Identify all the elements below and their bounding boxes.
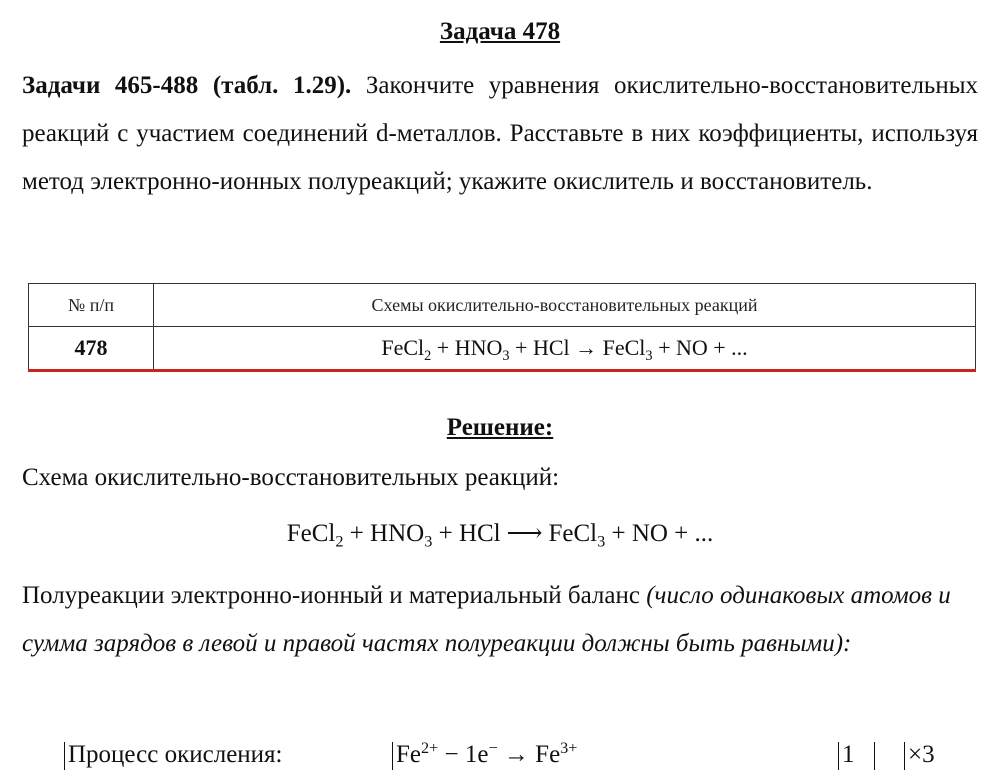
half-reaction-charge: 2+ — [421, 739, 439, 758]
scheme-label: Схема окислительно-восстановительных реакций: — [22, 464, 560, 491]
bracket-line — [838, 742, 839, 770]
problem-title: Задача 478 — [439, 18, 561, 45]
equation-part: + HCl — [432, 520, 501, 547]
half-reaction — [396, 740, 577, 770]
row-number: 478 — [29, 327, 154, 371]
equation-part: FeCl — [286, 520, 336, 547]
reaction-part: + HNO — [431, 335, 503, 360]
task-text: Закончите уравнения окислительно-восстановительных реакций с участием соединений d-металлов. Расставьте в них коэффициенты, используя метод электронно-ионных полуреакций; укажите окислитель и восстановитель. — [22, 72, 978, 195]
solution-title: Решение: — [446, 414, 554, 441]
balance-italic-note: (число одинаковых атомов и сумма зарядов в левой и правой частях полуреакции должны быть равными): — [22, 582, 951, 657]
bracket-line — [392, 742, 393, 770]
reaction-subscript: 2 — [424, 348, 432, 364]
equation-part: + NO + ... — [605, 520, 714, 547]
equation-subscript: 3 — [424, 532, 433, 551]
reaction-part: + HCl → FeCl — [509, 335, 646, 360]
half-reaction-row — [0, 740, 1000, 780]
half-reaction-part: Fe — [396, 741, 421, 768]
header-scheme: Схемы окислительно-восстановительных реакций — [154, 284, 976, 327]
task-bold-prefix: Задачи 465-488 (табл. 1.29). — [22, 72, 352, 99]
header-number: № п/п — [29, 284, 154, 327]
half-reaction-charge: − — [488, 739, 498, 758]
table-header-row — [29, 284, 976, 327]
table-row — [29, 327, 976, 371]
reaction-arrow: ⟶ — [506, 520, 543, 547]
row-reaction — [154, 327, 976, 371]
equation-part: FeCl — [548, 520, 598, 547]
half-reaction-part: − 1e — [438, 741, 489, 768]
balance-paragraph — [22, 572, 978, 668]
equation-subscript: 3 — [597, 532, 606, 551]
equation-part: + HNO — [343, 520, 425, 547]
half-reaction-part: → Fe — [497, 741, 561, 768]
half-reaction-charge: 3+ — [560, 739, 578, 758]
bracket-line — [874, 742, 875, 770]
bracket-line — [64, 742, 65, 770]
equation-subscript: 2 — [335, 532, 344, 551]
reaction-equation — [0, 517, 1000, 551]
reaction-part: FeCl — [381, 335, 425, 360]
reaction-part: + NO + ... — [652, 335, 748, 360]
reaction-subscript: 3 — [645, 348, 653, 364]
bracket-line — [904, 742, 905, 770]
process-label: Процесс окисления: — [68, 741, 283, 768]
multiplier: ×3 — [908, 741, 935, 768]
balance-text: Полуреакции электронно-ионный и материальный баланс — [22, 582, 647, 609]
coefficient: 1 — [842, 741, 855, 768]
task-statement — [22, 62, 978, 206]
reaction-table — [28, 283, 976, 372]
reaction-subscript: 3 — [502, 348, 510, 364]
